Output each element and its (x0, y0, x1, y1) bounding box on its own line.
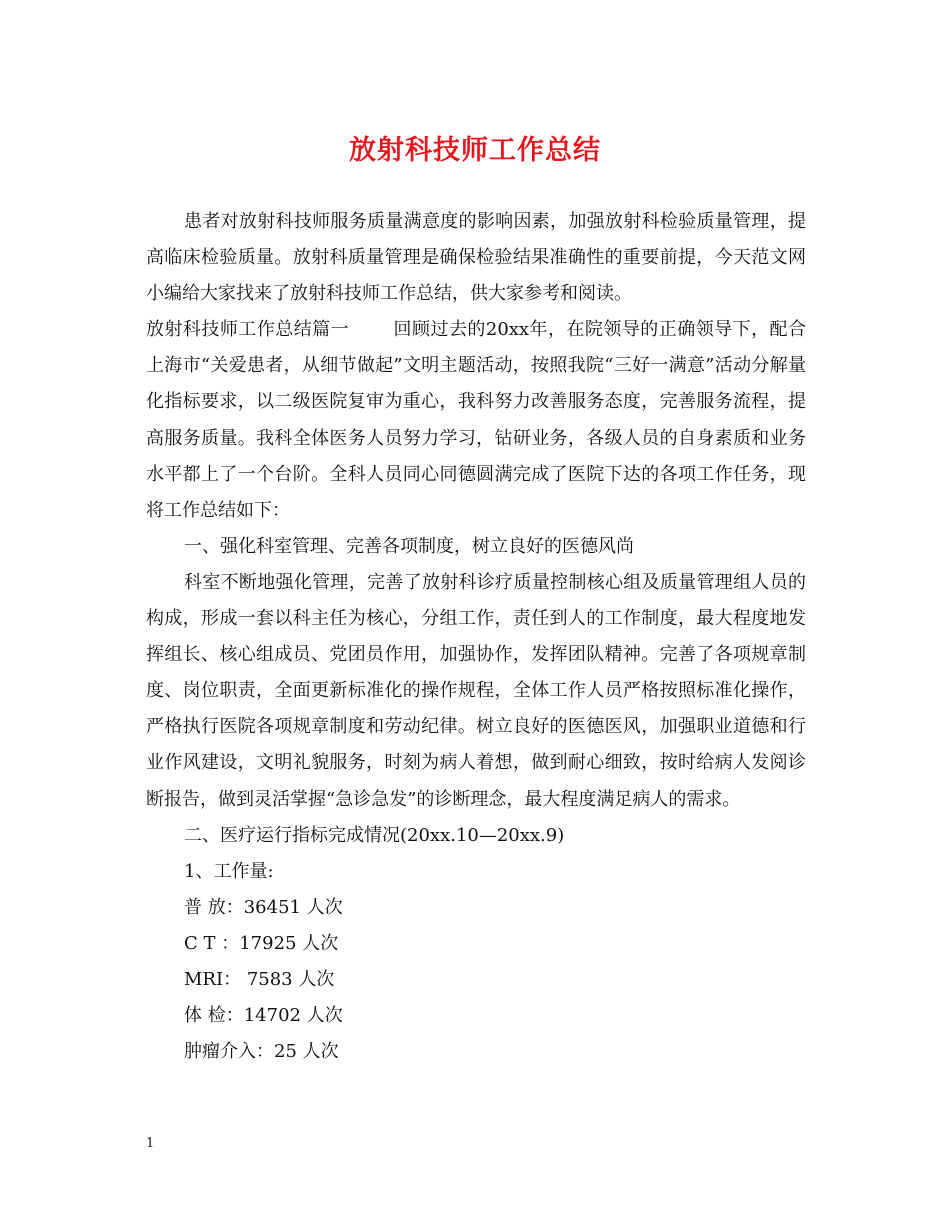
document-body (146, 204, 806, 1070)
workload-item: 普 放：36451 人次 (184, 896, 343, 918)
workload-item: 肿瘤介入：25 人次 (184, 1041, 339, 1063)
document-title: 放射科技师工作总结 (349, 135, 601, 166)
workload-title: 1、工作量: (184, 860, 274, 882)
page-number: 1 (146, 1136, 155, 1151)
part1-body: 回顾过去的20xx年，在院领导的正确领导下，配合上海市“关爱患者，从细节做起”文明主题活动，按照我院“三好一满意”活动分解量化指标要求，以二级医院复审为重心，我科努力改善服务态度，完善服务流程，提高服务质量。我科全体医务人员努力学习，钻研业务，各级人员的自身素质和业务水平都上了一个台阶。全科人员同心同德圆满完成了医院下达的各项工作任务，现将工作总结如下： (146, 319, 806, 521)
section1-title: 一、强化科室管理、完善各项制度，树立良好的医德风尚 (184, 535, 634, 557)
part1-heading: 放射科技师工作总结篇一 (146, 319, 350, 341)
workload-item: C T ：17925 人次 (184, 932, 339, 954)
part1-paragraph (146, 312, 806, 529)
intro-paragraph: 患者对放射科技师服务质量满意度的影响因素，加强放射科检验质量管理，提高临床检验质量。放射科质量管理是确保检验结果准确性的重要前提，今天范文网小编给大家找来了放射科技师工作总结，供大家参考和阅读。 (146, 211, 806, 305)
workload-item: 体 检：14702 人次 (184, 1005, 343, 1027)
section1-body: 科室不断地强化管理，完善了放射科诊疗质量控制核心组及质量管理组人员的构成，形成一套以科主任为核心，分组工作，责任到人的工作制度，最大程度地发挥组长、核心组成员、党团员作用，加强协作，发挥团队精神。完善了各项规章制度、岗位职责，全面更新标准化的操作规程，全体工作人员严格按照标准化操作，严格执行医院各项规章制度和劳动纪律。树立良好的医德医风，加强职业道德和行业作风建设，文明礼貌服务，时刻为病人着想，做到耐心细致，按时给病人发阅诊断报告，做到灵活掌握“急诊急发”的诊断理念，最大程度满足病人的需求。 (146, 571, 806, 810)
section2-title: 二、医疗运行指标完成情况(20xx.10—20xx.9) (184, 824, 565, 846)
workload-item: MRI： 7583 人次 (184, 968, 335, 990)
